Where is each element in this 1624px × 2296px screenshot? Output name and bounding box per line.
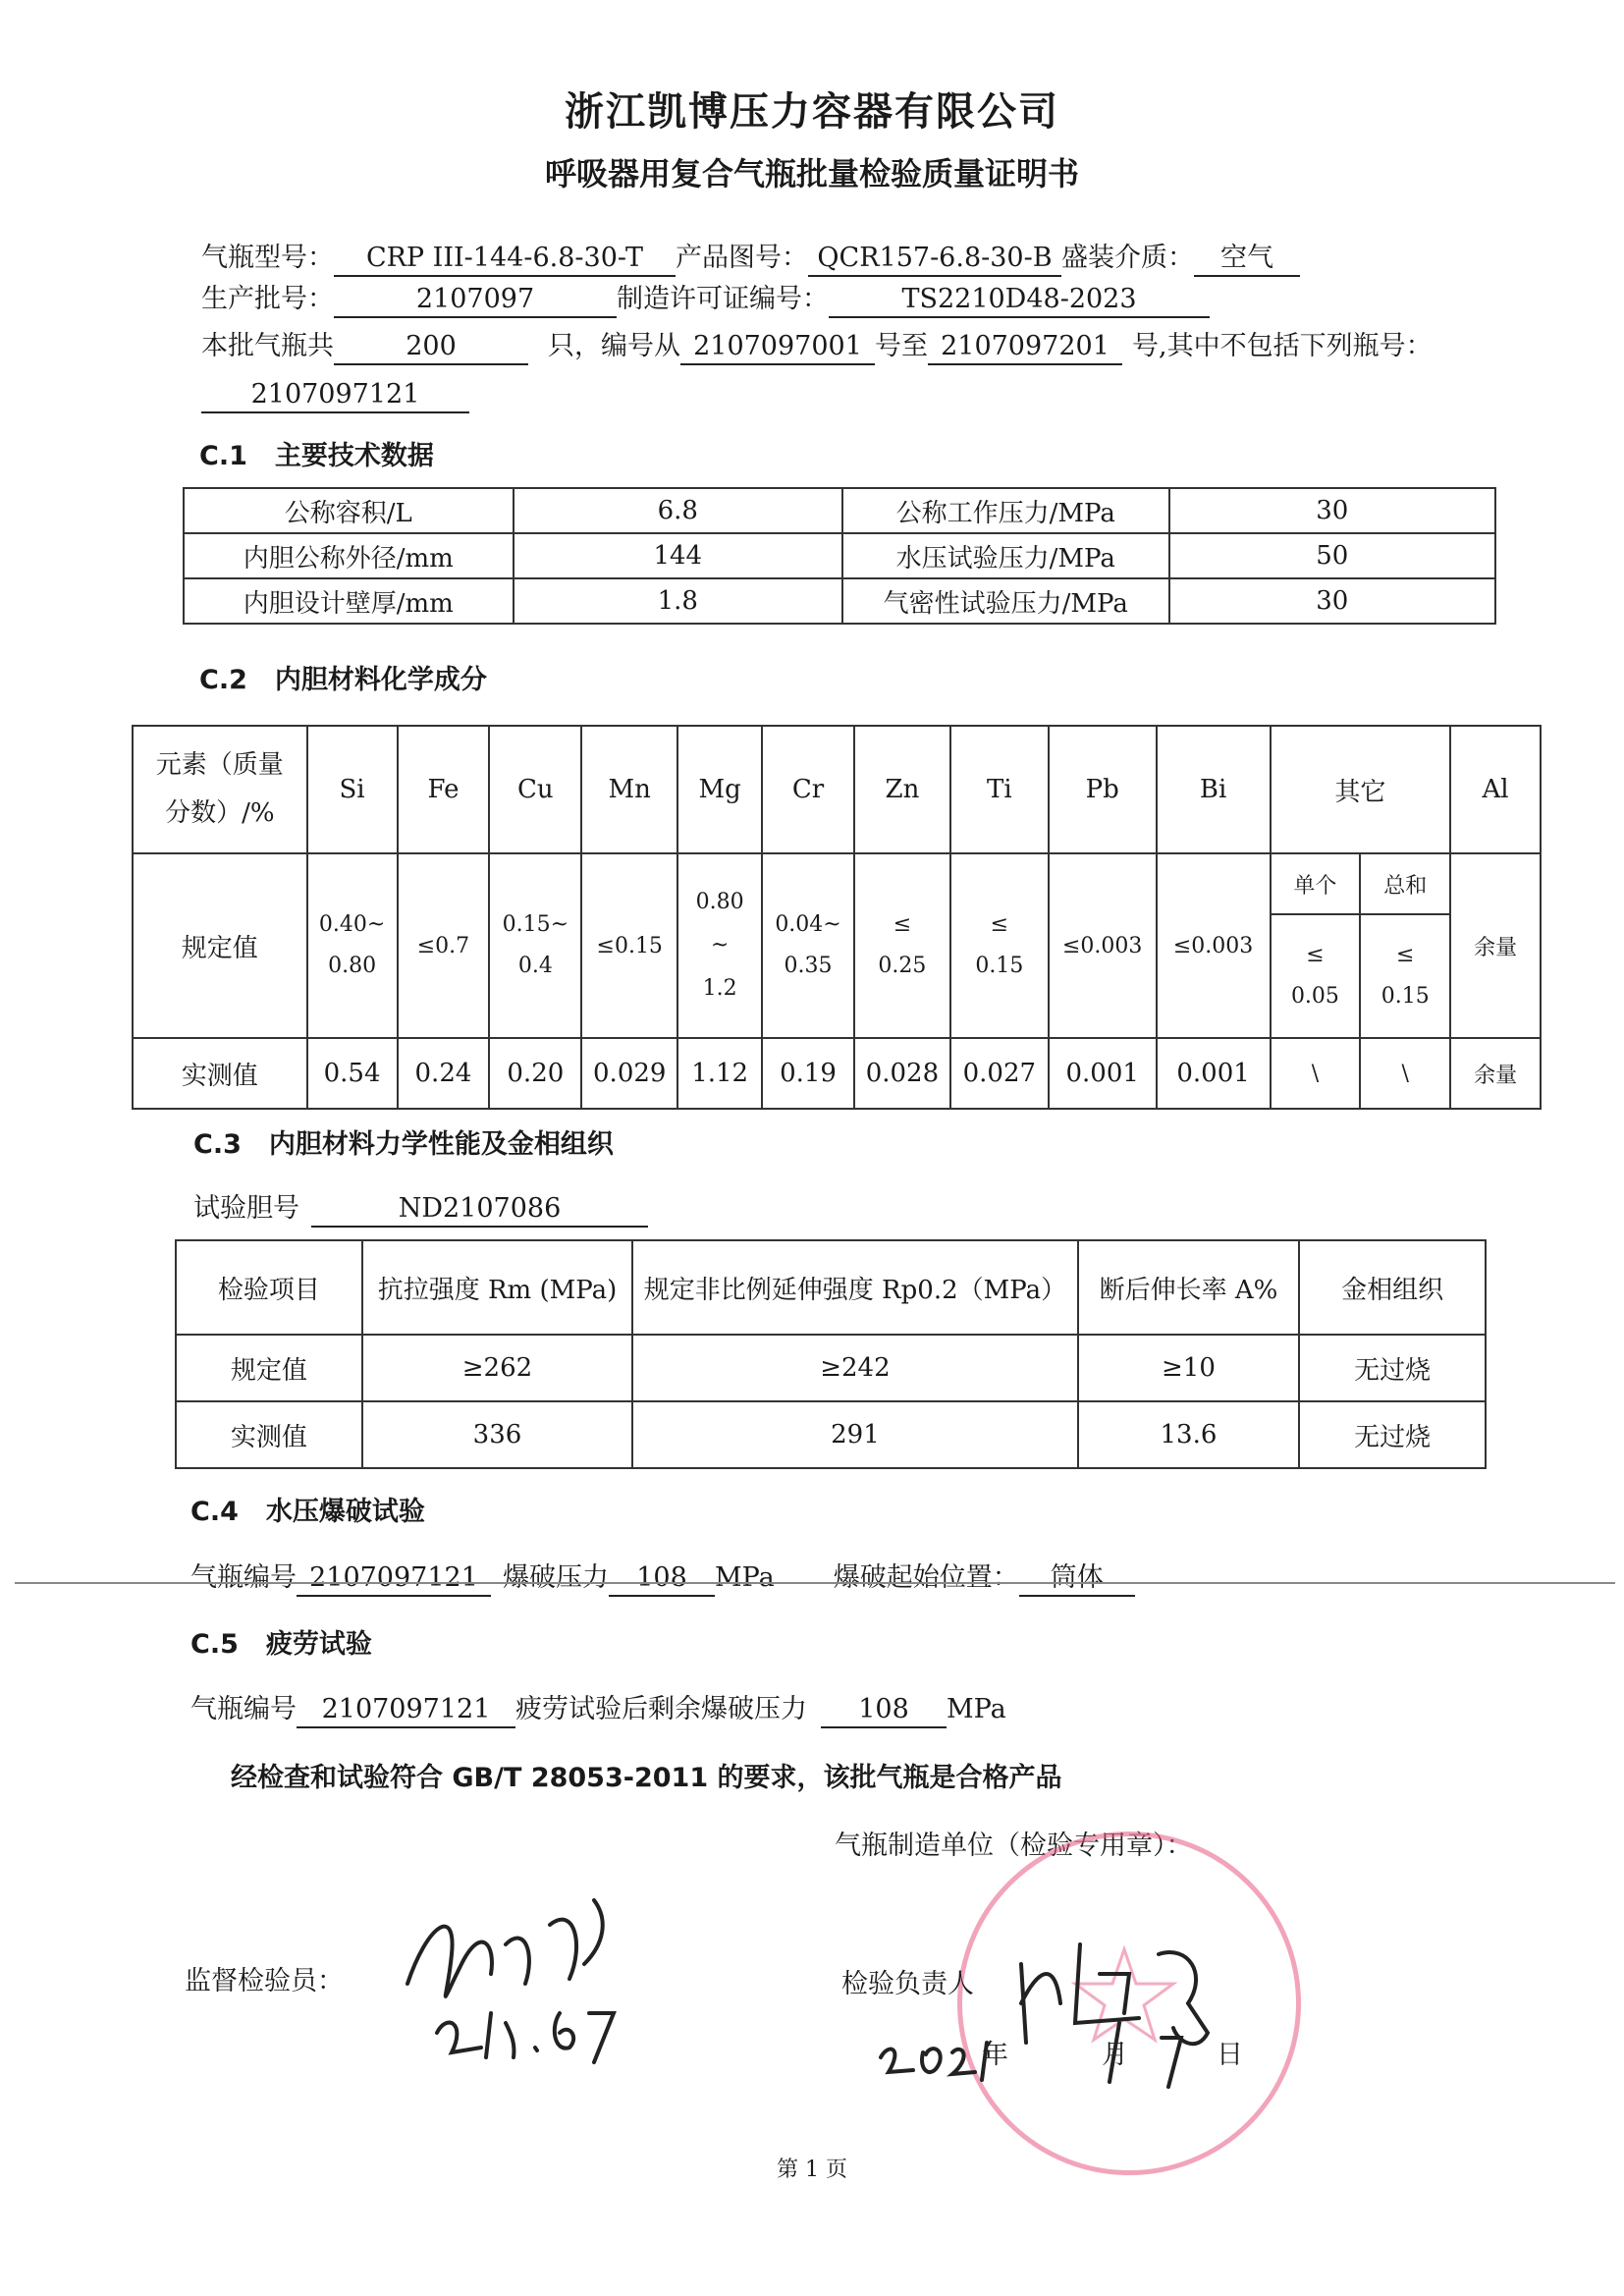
manufacturer-label: 气瓶制造单位（检验专用章）： — [835, 1831, 1193, 1861]
table-row: 实测值 0.54 0.24 0.20 0.029 1.12 0.19 0.028 0.027 0.001 0.001 \ \ 余量 — [133, 1038, 1541, 1109]
table-row: ≤ 0.05 ≤ 0.15 — [133, 914, 1541, 1038]
table-row: 规定值 ≥262 ≥242 ≥10 无过烧 — [176, 1335, 1486, 1401]
scan-line — [15, 1582, 1615, 1584]
info-line-2: 生产批号： 2107097 制造许可证编号： TS2210D48-2023 — [201, 277, 1210, 318]
info-line-1: 气瓶型号： CRP III-144-6.8-30-T 产品图号： QCR157-6.8-30-B 盛装介质： 空气 — [201, 236, 1300, 277]
table-row: 内胆公称外径/mm 144 水压试验压力/MPa 50 — [184, 533, 1495, 578]
inspector-label: 检验负责人 — [841, 1969, 974, 1999]
table-row: 检验项目 抗拉强度 Rm (MPa) 规定非比例延伸强度 Rp0.2（MPa） 断后伸长率 A% 金相组织 — [176, 1240, 1486, 1335]
c4-cylinder-value: 2107097121 — [297, 1561, 491, 1597]
excluded-value: 2107097121 — [201, 378, 469, 413]
section-c2-heading: C.2 内胆材料化学成分 — [199, 665, 487, 695]
info-line-4 — [201, 378, 469, 413]
c5-line: 气瓶编号 2107097121 疲劳试验后剩余爆破压力 108 MPa — [190, 1687, 1006, 1728]
medium-value: 空气 — [1194, 242, 1300, 277]
table-row: 内胆设计壁厚/mm 1.8 气密性试验压力/MPa 30 — [184, 578, 1495, 624]
section-c1-heading: C.1 主要技术数据 — [199, 441, 434, 471]
c4-position-value: 筒体 — [1019, 1561, 1135, 1597]
table-row: 规定值 0.40~ 0.80 ≤0.7 0.15~ 0.4 ≤0.15 0.80 ~ 1.2 0.04~ 0.35 ≤ 0.25 ≤ 0.15 ≤0.003 ≤0.003 单个 总和 余量 — [133, 853, 1541, 914]
info-line-3: 本批气瓶共 200 只，编号从 2107097001 号至 2107097201 号,其中不包括下列瓶号： — [201, 324, 1433, 365]
c3-table — [175, 1239, 1487, 1469]
drawing-value: QCR157-6.8-30-B — [808, 242, 1061, 277]
document-title: 呼吸器用复合气瓶批量检验质量证明书 — [544, 155, 1079, 192]
date-day-label: 日 — [1217, 2040, 1243, 2070]
section-c5-heading: C.5 疲劳试验 — [190, 1629, 372, 1660]
c5-cylinder-value: 2107097121 — [297, 1693, 515, 1728]
page-number: 第 1 页 — [777, 2158, 847, 2182]
supervisor-label: 监督检验员： — [185, 1966, 344, 1996]
supervisor-signature — [388, 1866, 663, 2092]
table-row: 公称容积/L 6.8 公称工作压力/MPa 30 — [184, 488, 1495, 533]
company-name: 浙江凯博压力容器有限公司 — [565, 89, 1059, 135]
model-value: CRP III-144-6.8-30-T — [334, 242, 676, 277]
c4-burst-value: 108 — [609, 1561, 715, 1597]
section-c4-heading: C.4 水压爆破试验 — [190, 1497, 425, 1527]
c2-table — [132, 725, 1542, 1110]
c4-line: 气瓶编号 2107097121 爆破压力 108 MPa 爆破起始位置： 筒体 — [190, 1556, 1135, 1597]
conclusion-text: 经检查和试验符合 GB/T 28053-2011 的要求，该批气瓶是合格产品 — [231, 1763, 1062, 1793]
date-year-label: 年 — [982, 2040, 1008, 2070]
table-row: 元素（质量 分数）/% Si Fe Cu Mn Mg Cr Zn Ti Pb Bi 其它 Al — [133, 726, 1541, 853]
table-row: 实测值 336 291 13.6 无过烧 — [176, 1401, 1486, 1468]
sample-value: ND2107086 — [311, 1192, 648, 1228]
batch-value: 2107097 — [334, 283, 617, 318]
section-c3-heading: C.3 内胆材料力学性能及金相组织 — [193, 1129, 614, 1160]
sample-line: 试验胆号 ND2107086 — [193, 1186, 648, 1228]
c1-table — [183, 487, 1496, 625]
number-from: 2107097001 — [680, 330, 875, 365]
number-to: 2107097201 — [928, 330, 1122, 365]
handwritten-date — [869, 2003, 1193, 2092]
c5-residual-value: 108 — [821, 1693, 947, 1728]
license-value: TS2210D48-2023 — [829, 283, 1210, 318]
total-value: 200 — [334, 330, 528, 365]
date-month-label: 月 — [1102, 2040, 1128, 2070]
